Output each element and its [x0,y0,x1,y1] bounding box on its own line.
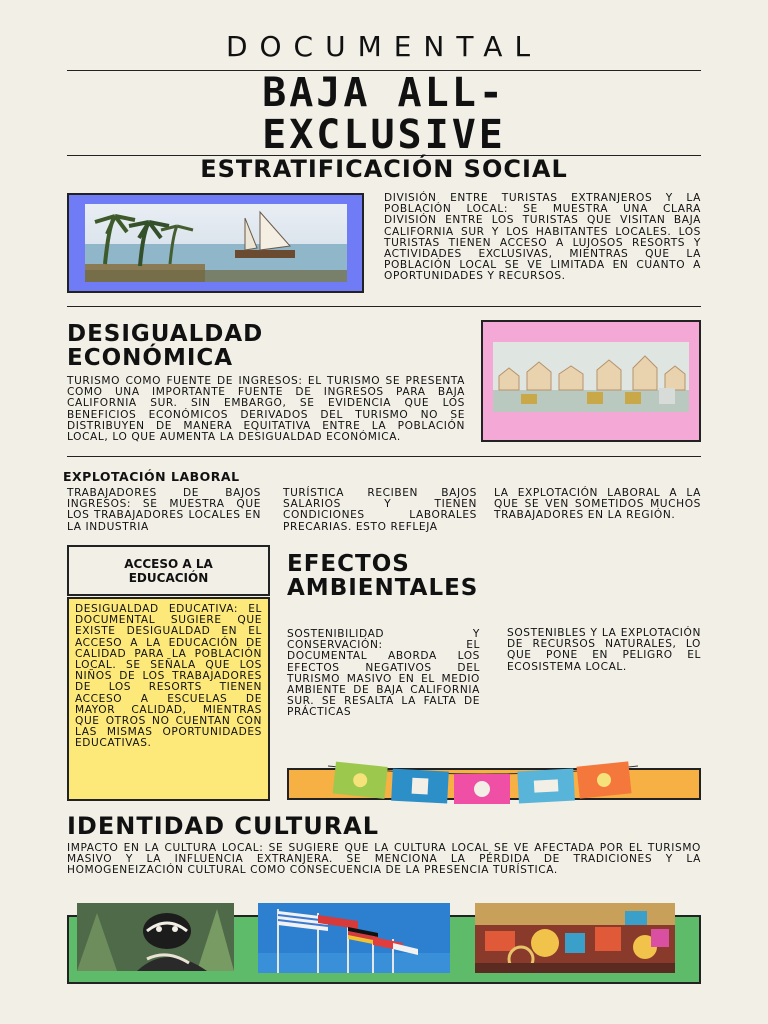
market-crafts-photo [475,903,675,973]
environment-heading-line1: EFECTOS [287,551,410,577]
harbor-photo [85,204,347,282]
mask-dancer-photo [77,903,234,971]
inequality-heading-line1: DESIGUALDAD [67,321,264,347]
culture-heading: IDENTIDAD CULTURAL [67,812,380,840]
main-title [0,72,768,156]
exploitation-col1: TRABAJADORES DE BAJOS INGRESOS: SE MUESTRA QUE LOS TRABAJADORES LOCALES EN LA INDUSTRIA [67,487,261,533]
stratification-text: DIVISIÓN ENTRE TURISTAS EXTRANJEROS Y LA POBLACIÓN LOCAL: SE MUESTRA UNA CLARA DIVISIÓN ENTRE LOS TURISTAS QUE VISITAN BAJA CALIFORNIA SUR Y LOS HABITANTES LOCALES. LOS TURISTAS TIENEN ACCESO A LUJOSOS RESORTS Y ACTIVIDADES EXCLUSIVAS, MIENTRAS QUE LA POBLACIÓN LOCAL SE VE LIMITADA EN CUANTO A OPORTUNIDADES Y RECURSOS. [384,192,701,283]
documentary-kicker: DOCUMENTAL [225,30,543,63]
main-title-line1: BAJA ALL- [262,70,506,116]
environment-heading-line2: AMBIENTALES [287,575,479,601]
papel-picado-banner-icon [328,760,638,808]
environment-heading [287,552,478,600]
main-title-line2: EXCLUSIVE [262,112,506,158]
education-heading-box [67,545,270,596]
environment-col1: SOSTENIBILIDAD Y CONSERVACIÓN: EL DOCUMENTAL ABORDA LOS EFECTOS NEGATIVOS DEL TURISMO MASIVO EN EL MEDIO AMBIENTE DE BAJA CALIFORNIA SUR. SE RESALTA LA FALTA DE PRÁCTICAS [287,628,480,719]
education-text-box [67,597,270,801]
stratification-heading: ESTRATIFICACIÓN SOCIAL [200,155,568,183]
culture-text: IMPACTO EN LA CULTURA LOCAL: SE SUGIERE QUE LA CULTURA LOCAL SE VE AFECTADA POR EL TURISMO MASIVO Y LA INFLUENCIA EXTRANJERA. SE MENCIONA LA PÉRDIDA DE TRADICIONES Y LA HOMOGENEIZACIÓN CULTURAL COMO CONSECUENCIA DE LA PRESENCIA TURÍSTICA. [67,842,701,877]
exploitation-col3: LA EXPLOTACIÓN LABORAL A LA QUE SE VEN SOMETIDOS MUCHOS TRABAJADORES EN LA REGIÓN. [494,487,701,522]
environment-col2: SOSTENIBLES Y LA EXPLOTACIÓN DE RECURSOS NATURALES, LO QUE PONE EN PELIGRO EL ECOSISTEMA LOCAL. [507,627,701,673]
inequality-heading-line2: ECONÓMICA [67,345,234,371]
inequality-text: TURISMO COMO FUENTE DE INGRESOS: EL TURISMO SE PRESENTA COMO UNA IMPORTANTE FUENTE DE INGRESOS PARA BAJA CALIFORNIA SUR. SIN EMBARGO, SE EVIDENCIA QUE LOS BENEFICIOS ECONÓMICOS DERIVADOS DEL TURISMO NO SE DISTRIBUYEN DE MANERA EQUITATIVA ENTRE LA POBLACIÓN LOCAL, LO QUE AUMENTA LA DESIGUALDAD ECONÓMICA. [67,375,465,444]
exploitation-heading: EXPLOTACIÓN LABORAL [63,469,240,484]
education-heading-line2: EDUCACIÓN [128,571,209,585]
flags-photo [258,903,450,973]
education-text: DESIGUALDAD EDUCATIVA: EL DOCUMENTAL SUGIERE QUE EXISTE DESIGUALDAD EN EL ACCESO A LA EDUCACIÓN DE CALIDAD PARA LA POBLACIÓN LOCAL. SE SEÑALA QUE LOS NIÑOS DE LOS TRABAJADORES DE LOS RESORTS TIENEN ACCESO A ESCUELAS DE MAYOR CALIDAD, MIENTRAS QUE OTROS NO CUENTAN CON LAS MISMAS OPORTUNIDADES EDUCATIVAS. [75,603,262,750]
money-houses-photo [493,342,689,412]
inequality-rule [67,456,701,457]
exploitation-col2: TURÍSTICA RECIBEN BAJOS SALARIOS Y TIENEN CONDICIONES LABORALES PRECARIAS. ESTO REFLEJA [283,487,477,533]
inequality-heading [67,322,263,370]
education-heading-line1: ACCESO A LA [124,557,213,571]
money-houses-photo-frame [481,320,701,442]
stratification-rule [67,306,701,307]
harbor-photo-frame [67,193,364,293]
